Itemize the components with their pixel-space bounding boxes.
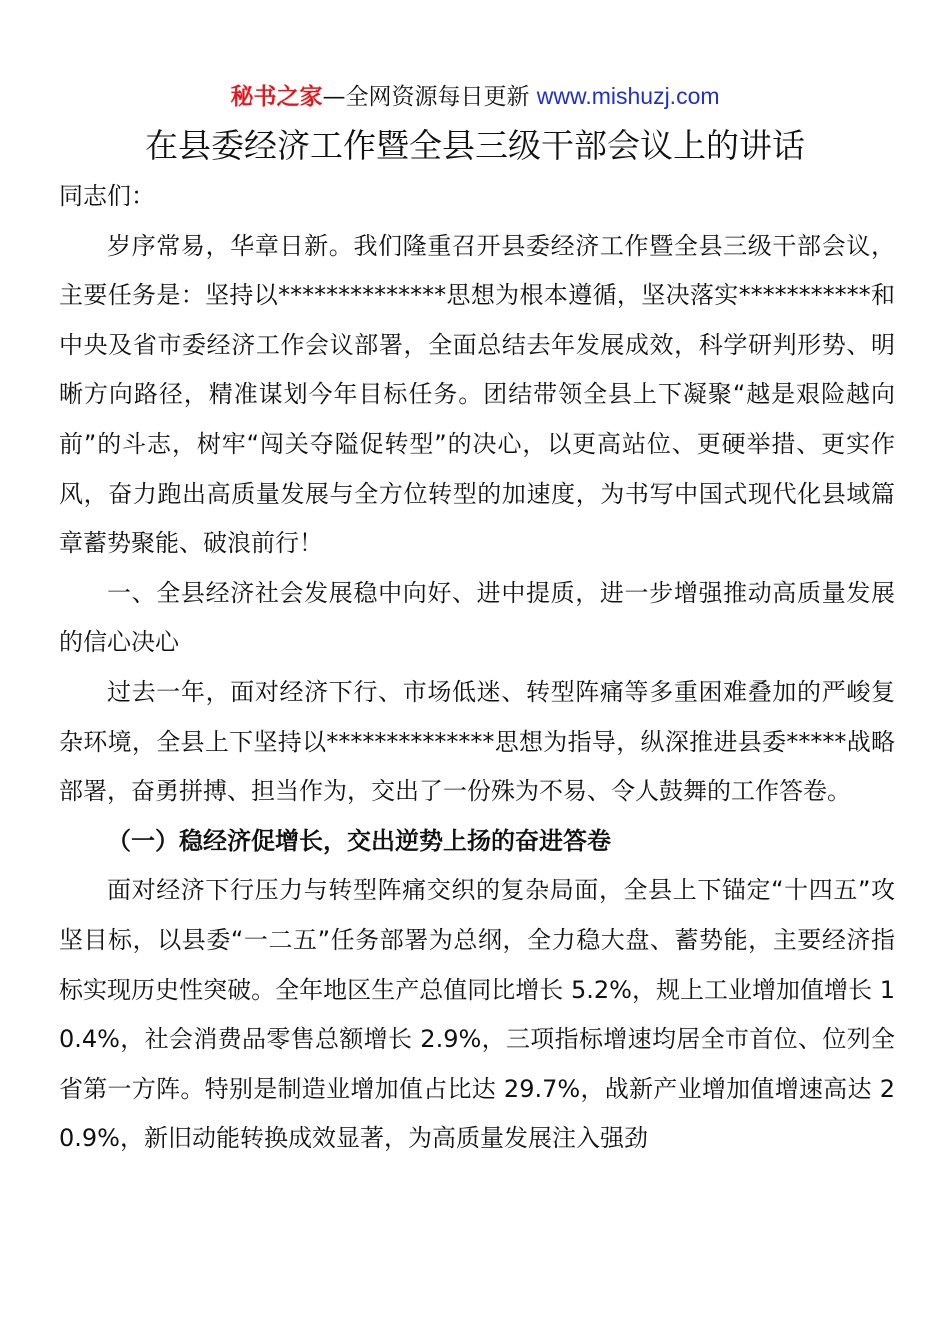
section-heading-1: 一、全县经济社会发展稳中向好、进中提质，进一步增强推动高质量发展的信心决心 <box>59 578 895 657</box>
site-url-link[interactable]: www.mishuzj.com <box>536 83 720 109</box>
site-brand: 秘书之家 <box>230 84 323 110</box>
site-tagline: —全网资源每日更新 <box>322 84 537 110</box>
document-body <box>59 172 895 1164</box>
document-title: 在县委经济工作暨全县三级干部会议上的讲话 <box>145 126 805 165</box>
paragraph-review: 过去一年，面对经济下行、市场低迷、转型阵痛等多重困难叠加的严峻复杂环境，全县上下坚持以**************思想为指导，纵深推进县委*****战略部署，奋勇拼搏、担当作为，交出了一份殊为不易、令人鼓舞的工作答卷。 <box>59 677 895 806</box>
subsection-heading-1: （一）稳经济促增长，交出逆势上扬的奋进答卷 <box>107 826 611 855</box>
salutation: 同志们： <box>59 182 155 210</box>
paragraph-intro: 岁序常易，华章日新。我们隆重召开县委经济工作暨全县三级干部会议，主要任务是：坚持以**************思想为根本遵循，坚决落实***********和中央及省市委经济工作会议部署，全面总结去年发展成效，科学研判形势、明晰方向路径，精准谋划今年目标任务。团结带领全县上下凝聚“越是艰险越向前”的斗志，树牢“闯关夺隘促转型”的决心，以更高站位、更硬举措、更实作风，奋力跑出高质量发展与全方位转型的加速度，为书写中国式现代化县域篇章蓄势聚能、破浪前行！ <box>59 231 895 558</box>
paragraph-economy: 面对经济下行压力与转型阵痛交织的复杂局面，全县上下锚定“十四五”攻坚目标，以县委“一二五”任务部署为总纲，全力稳大盘、蓄势能，主要经济指标实现历史性突破。全年地区生产总值同比增长 5.2%，规上工业增加值增长 10.4%，社会消费品零售总额增长 2.9%，三项指标增速均居全市首位、位列全省第一方阵。特别是制造业增加值占比达 29.7%，战新产业增加值增速高达 20.9%，新旧动能转换成效显著，为高质量发展注入强劲 <box>59 876 895 1153</box>
site-header <box>0 80 950 113</box>
